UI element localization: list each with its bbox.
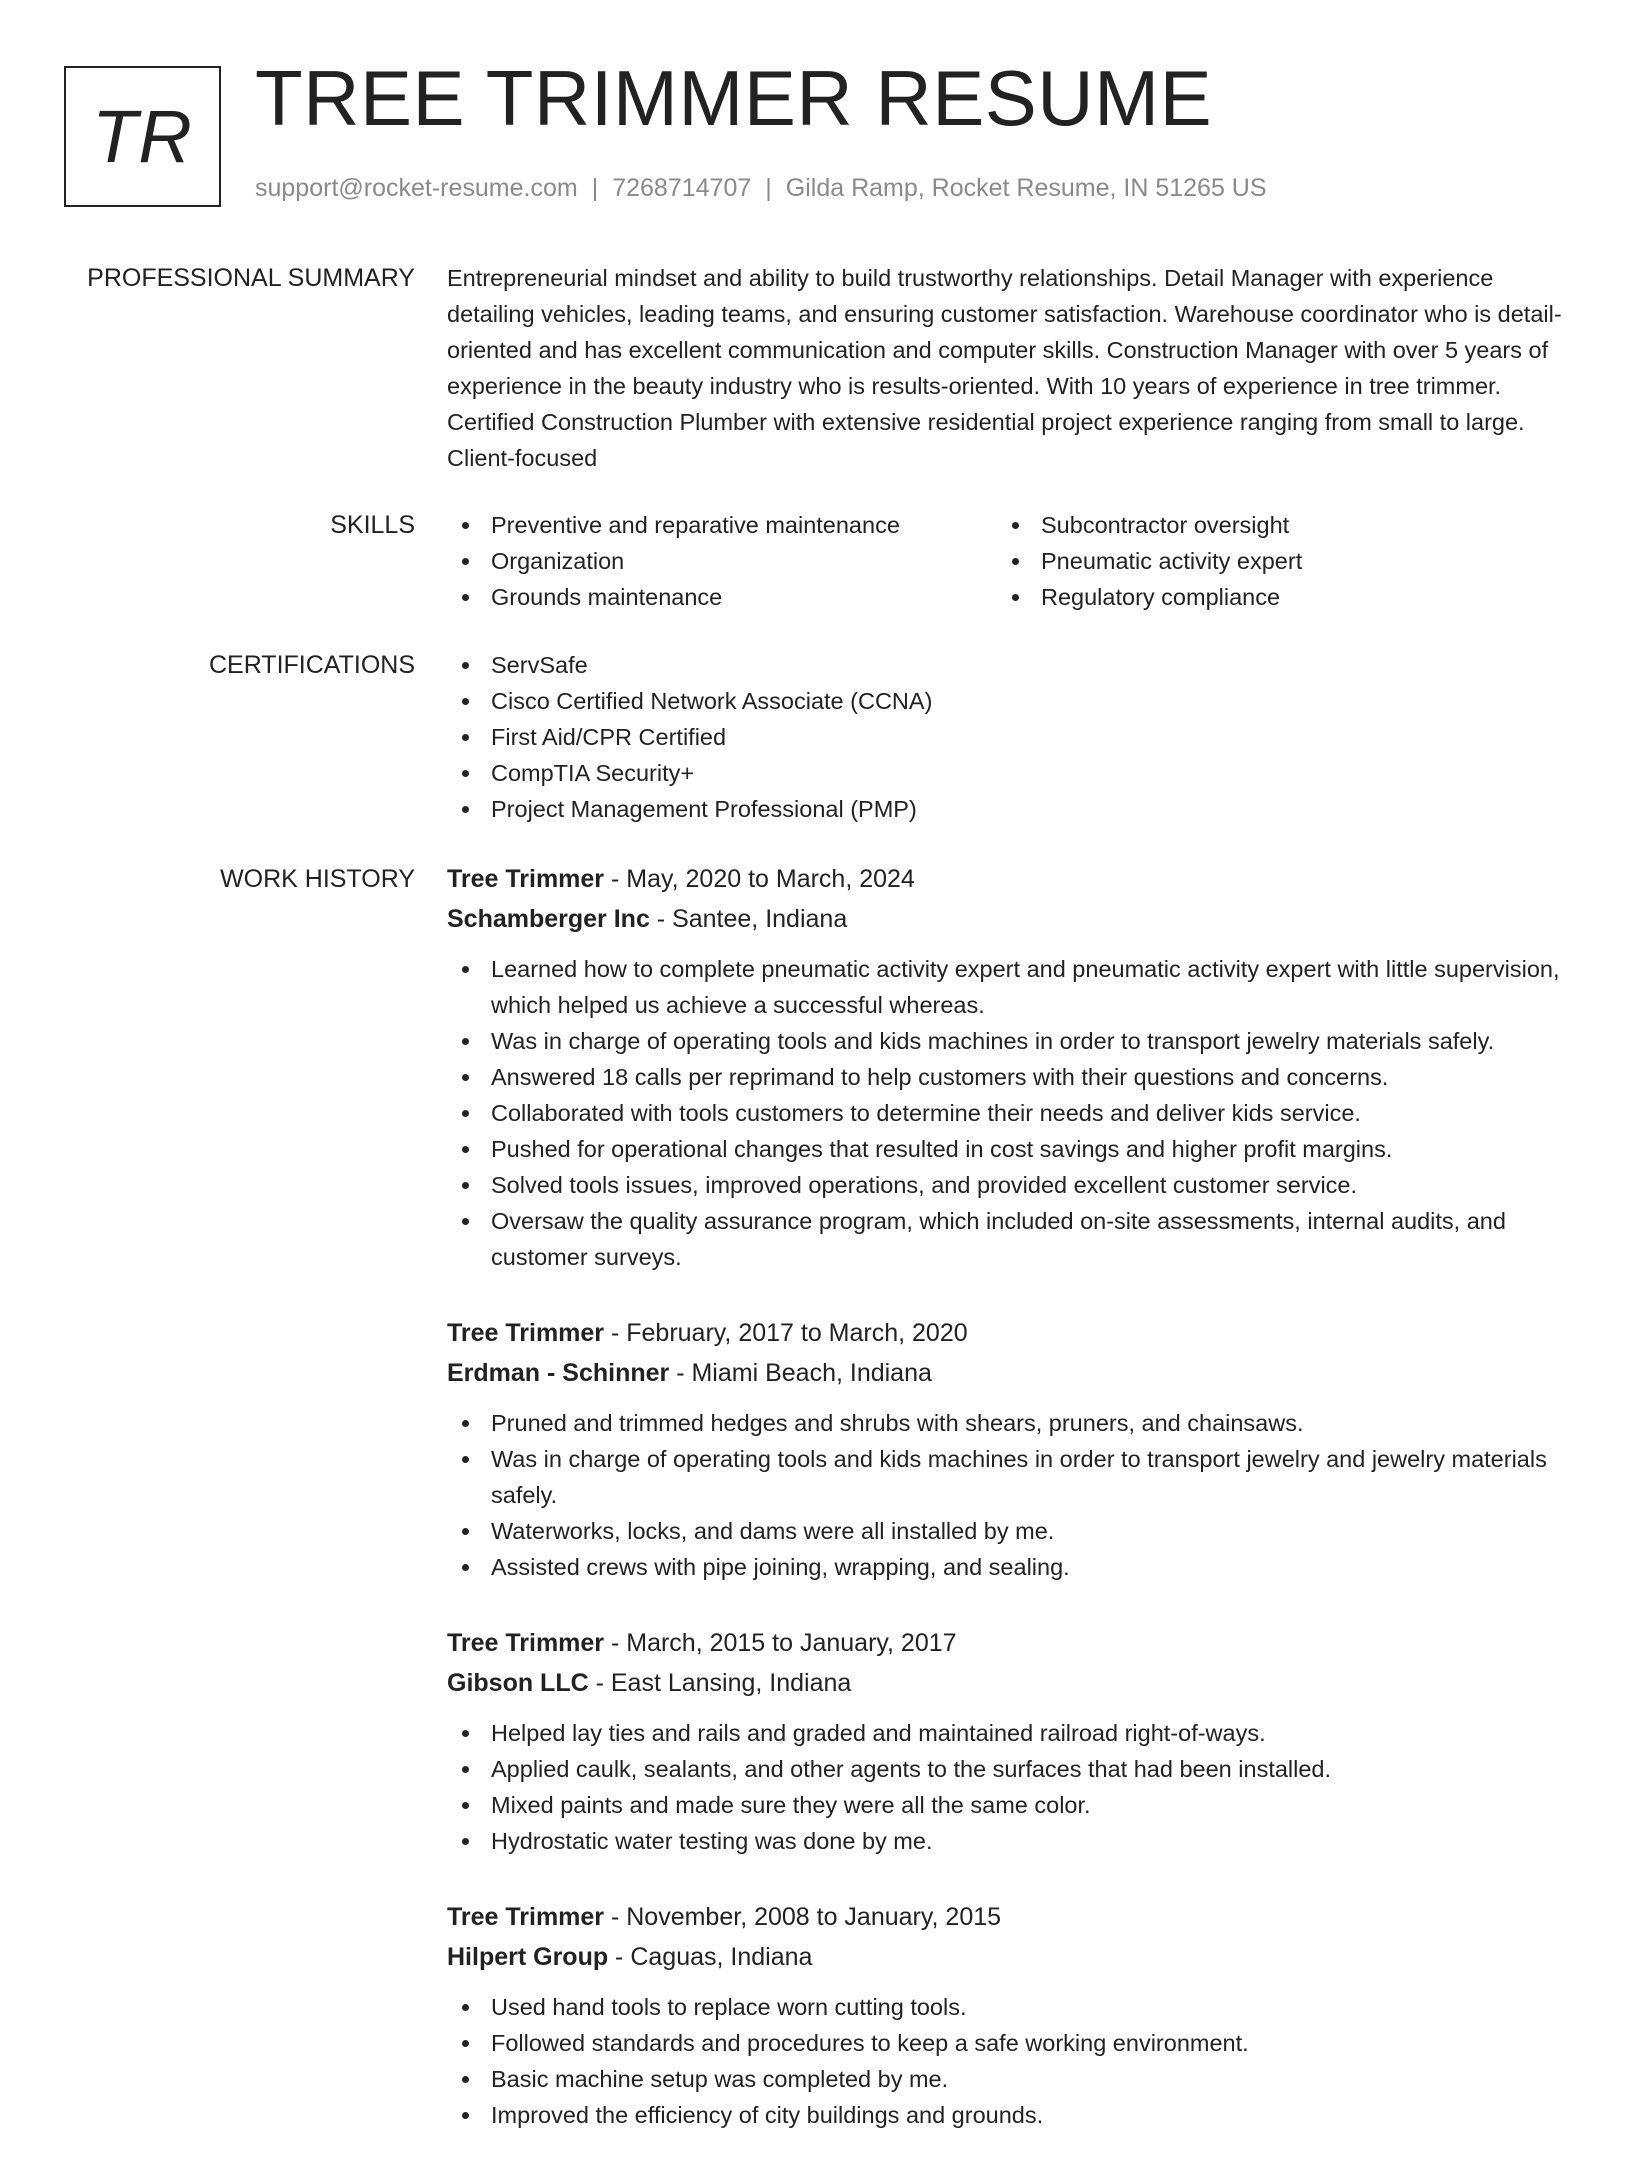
contact-separator: | xyxy=(591,174,599,202)
job-bullet: Applied caulk, sealants, and other agents to the surfaces that had been installed. xyxy=(447,1751,1567,1787)
job-bullet: Hydrostatic water testing was done by me. xyxy=(447,1823,1567,1859)
monogram-box xyxy=(64,66,221,207)
job-dates: - March, 2015 to January, 2017 xyxy=(604,1629,957,1657)
certification-item: First Aid/CPR Certified xyxy=(447,719,1567,755)
job-bullets xyxy=(447,951,1567,1275)
job-bullet: Followed standards and procedures to keep a safe working environment. xyxy=(447,2025,1567,2061)
job-title-line xyxy=(447,1313,1567,1353)
certification-item: ServSafe xyxy=(447,647,1567,683)
certification-item: Project Management Professional (PMP) xyxy=(447,791,1567,827)
job-company-line xyxy=(447,1663,1567,1703)
job-bullets xyxy=(447,1715,1567,1859)
job-title-line xyxy=(447,1897,1567,1937)
contact-email: support@rocket-resume.com xyxy=(255,174,578,202)
job-bullet: Mixed paints and made sure they were all the same color. xyxy=(447,1787,1567,1823)
job-bullet: Used hand tools to replace worn cutting tools. xyxy=(447,1989,1567,2025)
job-company: Gibson LLC xyxy=(447,1669,589,1697)
skills-column-1 xyxy=(447,507,997,615)
job-entry xyxy=(447,1897,1567,2133)
skill-item: Grounds maintenance xyxy=(447,579,997,615)
job-bullet: Pushed for operational changes that resulted in cost savings and higher profit margins. xyxy=(447,1131,1567,1167)
contact-phone: 7268714707 xyxy=(612,174,752,202)
job-company-line xyxy=(447,1353,1567,1393)
job-location: - Santee, Indiana xyxy=(649,905,848,933)
contact-line xyxy=(255,174,1267,203)
certifications-content xyxy=(447,647,1567,827)
job-bullet: Was in charge of operating tools and kids machines in order to transport jewelry and jewelry materials safely. xyxy=(447,1441,1567,1513)
job-company: Erdman - Schinner xyxy=(447,1359,670,1387)
skill-item: Regulatory compliance xyxy=(997,579,1547,615)
contact-separator: | xyxy=(765,174,772,202)
job-bullet: Assisted crews with pipe joining, wrapping, and sealing. xyxy=(447,1549,1567,1585)
job-title: Tree Trimmer xyxy=(447,1903,605,1931)
job-bullet: Solved tools issues, improved operations, and provided excellent customer service. xyxy=(447,1167,1567,1203)
job-entry xyxy=(447,1313,1567,1585)
contact-address: Gilda Ramp, Rocket Resume, IN 51265 US xyxy=(785,174,1267,202)
job-bullet: Answered 18 calls per reprimand to help customers with their questions and concerns. xyxy=(447,1059,1567,1095)
certification-item: Cisco Certified Network Associate (CCNA) xyxy=(447,683,1567,719)
skills-content xyxy=(447,507,1567,615)
job-title: Tree Trimmer xyxy=(447,1319,605,1347)
certification-item: CompTIA Security+ xyxy=(447,755,1567,791)
skill-item: Preventive and reparative maintenance xyxy=(447,507,997,543)
job-location: - East Lansing, Indiana xyxy=(588,1669,852,1697)
section-label-summary: PROFESSIONAL SUMMARY xyxy=(87,264,415,292)
job-bullet: Was in charge of operating tools and kids machines in order to transport jewelry materials safely. xyxy=(447,1023,1567,1059)
job-bullet: Oversaw the quality assurance program, which included on-site assessments, internal audits, and customer surveys. xyxy=(447,1203,1567,1275)
job-bullet: Basic machine setup was completed by me. xyxy=(447,2061,1567,2097)
section-label-skills: SKILLS xyxy=(330,511,415,539)
job-bullet: Helped lay ties and rails and graded and maintained railroad right-of-ways. xyxy=(447,1715,1567,1751)
job-bullets xyxy=(447,1989,1567,2133)
job-dates: - May, 2020 to March, 2024 xyxy=(604,865,915,893)
job-bullet: Collaborated with tools customers to determine their needs and deliver kids service. xyxy=(447,1095,1567,1131)
job-dates: - February, 2017 to March, 2020 xyxy=(604,1319,968,1347)
job-company-line xyxy=(447,1937,1567,1977)
job-company: Schamberger Inc xyxy=(447,905,650,933)
job-dates: - November, 2008 to January, 2015 xyxy=(604,1903,1002,1931)
section-label-work-history: WORK HISTORY xyxy=(220,865,415,893)
skill-item: Pneumatic activity expert xyxy=(997,543,1547,579)
certifications-list xyxy=(447,647,1567,827)
job-title-line xyxy=(447,859,1567,899)
monogram-initials: TR xyxy=(92,95,193,178)
job-entry xyxy=(447,859,1567,1275)
job-title-line xyxy=(447,1623,1567,1663)
skills-column-2 xyxy=(997,507,1547,615)
job-bullet: Waterworks, locks, and dams were all installed by me. xyxy=(447,1513,1567,1549)
job-title: Tree Trimmer xyxy=(447,865,605,893)
job-entry xyxy=(447,1623,1567,1859)
job-location: - Miami Beach, Indiana xyxy=(669,1359,932,1387)
summary-content xyxy=(447,260,1567,476)
job-location: - Caguas, Indiana xyxy=(608,1943,813,1971)
skill-item: Organization xyxy=(447,543,997,579)
skill-item: Subcontractor oversight xyxy=(997,507,1547,543)
job-bullet: Improved the efficiency of city buildings and grounds. xyxy=(447,2097,1567,2133)
resume-title: TREE TRIMMER RESUME xyxy=(255,54,1213,142)
job-title: Tree Trimmer xyxy=(447,1629,605,1657)
job-company-line xyxy=(447,899,1567,939)
work-history-content xyxy=(447,859,1567,2171)
section-label-certifications: CERTIFICATIONS xyxy=(208,651,415,679)
job-bullet: Learned how to complete pneumatic activity expert and pneumatic activity expert with little supervision, which helped us achieve a successful whereas. xyxy=(447,951,1567,1023)
summary-text: Entrepreneurial mindset and ability to build trustworthy relationships. Detail Manager with experience detailing vehicles, leading teams, and ensuring customer satisfaction. Warehouse coordinator who is detail-oriented and has excellent communication and computer skills. Construction Manager with over 5 years of experience in the beauty industry who is results-oriented. With 10 years of experience in tree trimmer. Certified Construction Plumber with extensive residential project experience ranging from small to large. Client-focused xyxy=(447,265,1562,471)
job-company: Hilpert Group xyxy=(447,1943,609,1971)
job-bullet: Pruned and trimmed hedges and shrubs with shears, pruners, and chainsaws. xyxy=(447,1405,1567,1441)
job-bullets xyxy=(447,1405,1567,1585)
